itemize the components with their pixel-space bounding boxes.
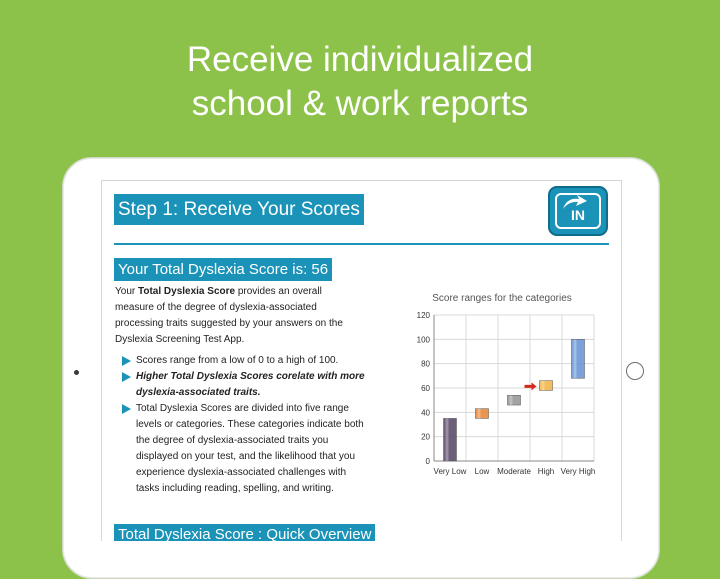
y-tick-label: 80 [421, 359, 430, 369]
bar-highlight [446, 418, 449, 461]
y-tick-label: 120 [416, 311, 430, 320]
score-title: Your Total Dyslexia Score is: 56 [114, 258, 332, 281]
bullet-text: Scores range from a low of 0 to a high of 100. [136, 355, 339, 366]
chart-title: Score ranges for the categories [432, 293, 572, 304]
header-divider [114, 243, 609, 245]
bullet-arrow-icon [122, 372, 131, 382]
intro-bold: Total Dyslexia Score [137, 286, 236, 297]
bar [508, 395, 521, 405]
list-item [122, 353, 367, 369]
bullet-text: Higher Total Dyslexia Scores corelate with more dyslexia-associated traits. [136, 371, 365, 398]
bar [540, 381, 553, 391]
list-item [122, 401, 367, 497]
score-range-chart [402, 286, 602, 481]
camera-dot [74, 370, 79, 375]
y-tick-label: 0 [425, 457, 430, 466]
headline [0, 38, 720, 126]
intro-paragraph [115, 284, 360, 348]
home-button[interactable] [626, 362, 644, 380]
logo-text: IN [571, 207, 585, 223]
bar-highlight [510, 395, 513, 405]
bullet-text: Total Dyslexia Scores are divided into five range levels or categories. These categories indicate both the degree of dyslexia-associated traits you displayed on your test, and the likelihood that you experience dyslexia-associated challenges with tasks including reading, spelling, and writing. [136, 403, 364, 494]
list-item [122, 369, 367, 401]
bar [572, 339, 585, 378]
y-tick-label: 40 [421, 408, 430, 418]
x-tick-label: Very High [560, 467, 596, 476]
bar-highlight [478, 409, 481, 419]
x-tick-label: High [537, 467, 555, 476]
step-title: Step 1: Receive Your Scores [114, 194, 364, 225]
app-logo-icon [548, 186, 608, 236]
x-tick-label: Low [474, 467, 490, 476]
bullet-list [122, 353, 367, 497]
chart-svg [402, 286, 602, 481]
y-tick-label: 100 [416, 335, 430, 345]
intro-prefix: Your [115, 286, 138, 297]
overview-title: Total Dyslexia Score : Quick Overview [114, 524, 375, 541]
y-tick-label: 20 [421, 432, 430, 442]
bar [476, 409, 489, 419]
intro-rest: provides an overall measure of the degree of dyslexia-associated processing traits suggested by your answers on the Dyslexia Screening Test App. [115, 286, 343, 345]
bar [444, 418, 457, 461]
x-tick-label: Very Low [433, 467, 467, 476]
x-tick-label: Moderate [497, 467, 531, 476]
bullet-arrow-icon [122, 404, 131, 414]
y-tick-label: 60 [421, 384, 430, 393]
bullet-arrow-icon [122, 356, 131, 366]
headline-line-1: Receive individualized [186, 40, 534, 79]
bar-highlight [574, 339, 577, 378]
bar-highlight [542, 381, 545, 391]
headline-line-2: school & work reports [191, 84, 529, 123]
report-screen [101, 180, 622, 541]
